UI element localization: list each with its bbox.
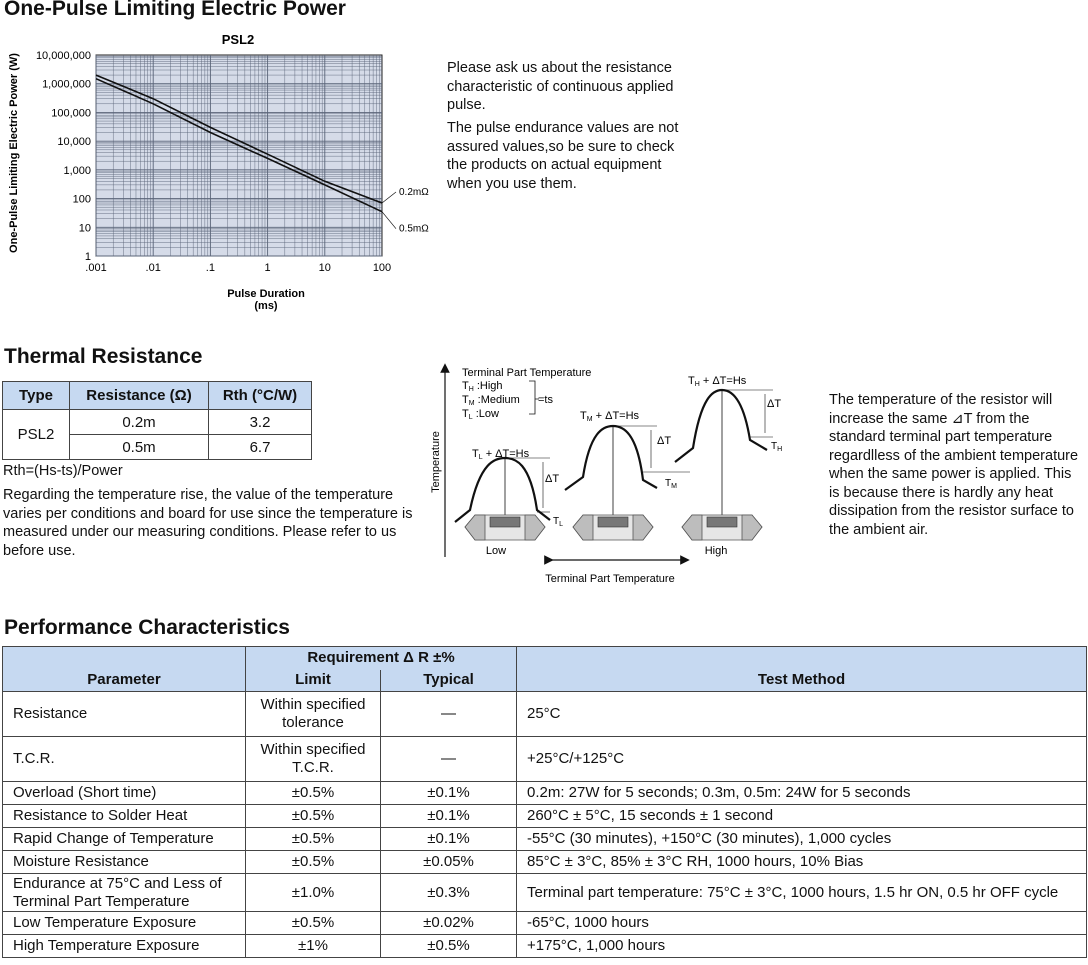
th-label: $T_H$ [771, 441, 783, 453]
performance-table [2, 646, 1087, 958]
typical-cell: ±0.1% [381, 828, 517, 851]
thermal-resistance-table [2, 381, 312, 460]
table-row [3, 935, 1087, 958]
typical-cell: ±0.1% [381, 782, 517, 805]
x-tick-labels [85, 262, 391, 274]
method-cell: +175°C, 1,000 hours [517, 935, 1087, 958]
section-title-thermal: Thermal Resistance [4, 345, 203, 368]
legend-ts: =ts [538, 394, 553, 406]
method-cell: +25°C/+125°C [517, 737, 1087, 782]
method-cell: Terminal part temperature: 75°C ± 3°C, 1000 hours, 1.5 hr ON, 0.5 hr OFF cycle [517, 874, 1087, 912]
label-high: High [704, 545, 728, 557]
typical-cell: ±0.5% [381, 935, 517, 958]
diagram-legend-title: Terminal Part Temperature [462, 367, 592, 379]
table-row [3, 805, 1087, 828]
tm-label: $T_M$ [665, 478, 677, 490]
x-axis-label-line1: Pulse Duration [227, 288, 305, 300]
chart-title: PSL2 [221, 32, 255, 47]
series-label: 0.2mΩ [399, 187, 429, 199]
limit-cell: ±0.5% [246, 805, 381, 828]
table-row [3, 851, 1087, 874]
th-requirement: Requirement Δ R ±% [246, 647, 517, 670]
cell-resistance: 0.2m [70, 410, 209, 435]
param-cell: High Temperature Exposure [3, 935, 246, 958]
pulse-note-1: Please ask us about the resistance characteristic of continuous applied pulse. [447, 60, 674, 113]
peak-medium-label: TM + ΔT=Hs [580, 410, 640, 423]
x-tick-label: .1 [205, 262, 215, 274]
typical-cell: ±0.05% [381, 851, 517, 874]
temperature-diagram [425, 362, 825, 592]
y-tick-label: 10,000 [57, 136, 91, 149]
x-tick-label: 1 [264, 262, 271, 274]
diagram-y-label: Temperature [430, 431, 442, 493]
diagram-x-label: Terminal Part Temperature [545, 573, 675, 585]
limit-cell: ±0.5% [246, 851, 381, 874]
method-cell: 85°C ± 3°C, 85% ± 3°C RH, 1000 hours, 10% Bias [517, 851, 1087, 874]
peak-high-label: TH + ΔT=Hs [688, 375, 747, 388]
th-resistance: Resistance (Ω) [70, 382, 209, 410]
th-typical: Typical [381, 670, 517, 692]
x-axis-label-line2: (ms) [254, 300, 278, 312]
param-cell: Rapid Change of Temperature [3, 828, 246, 851]
performance-table-body [3, 692, 1087, 958]
y-tick-label: 10,000,000 [35, 50, 91, 62]
table-row [3, 692, 1087, 737]
series-label: 0.5mΩ [399, 223, 429, 235]
typical-cell: — [381, 692, 517, 737]
x-tick-label: 100 [372, 262, 392, 274]
tl-label: $T_L$ [553, 516, 564, 528]
y-tick-labels [36, 50, 91, 263]
section-title-pulse-power: One-Pulse Limiting Electric Power [4, 0, 346, 20]
cell-resistance: 0.5m [70, 435, 209, 460]
limit-cell: ±1.0% [246, 874, 381, 912]
thermal-note: Regarding the temperature rise, the value of the temperature varies per conditions and board for use since the temperature is measured under our measuring conditions. Please refer to us before use. [3, 487, 413, 559]
param-cell: Resistance to Solder Heat [3, 805, 246, 828]
y-tick-label: 1,000 [63, 164, 91, 177]
th-rth: Rth (°C/W) [209, 382, 312, 410]
y-tick-label: 100,000 [51, 107, 91, 120]
legend-tm: TM :Medium [462, 394, 520, 407]
typical-cell: ±0.1% [381, 805, 517, 828]
cell-rth: 3.2 [209, 410, 312, 435]
limit-cell: ±0.5% [246, 782, 381, 805]
y-tick-label: 1,000,000 [42, 78, 91, 91]
limit-cell: Within specified T.C.R. [246, 737, 381, 782]
th-parameter: Parameter [3, 647, 246, 692]
param-cell: Resistance [3, 692, 246, 737]
method-cell: 25°C [517, 692, 1087, 737]
y-axis-label: One-Pulse Limiting Electric Power (W) [8, 53, 20, 253]
temperature-side-note: The temperature of the resistor will increase the same ⊿T from the standard terminal part temperature regardlless of the ambient temperature when the same power is applied. This is because there is hardly any heat dissipation from the resistor surface to the ambient air. [829, 392, 1079, 538]
limit-cell: ±1% [246, 935, 381, 958]
param-cell: Overload (Short time) [3, 782, 246, 805]
table-row [3, 874, 1087, 912]
typical-cell: ±0.3% [381, 874, 517, 912]
series-leader-line [382, 192, 396, 203]
delta-t-low: ΔT [545, 473, 560, 485]
legend-th: TH :High [462, 380, 503, 393]
series-leader-line [382, 212, 396, 229]
param-cell: Moisture Resistance [3, 851, 246, 874]
method-cell: 0.2m: 27W for 5 seconds; 0.3m, 0.5m: 24W for 5 seconds [517, 782, 1087, 805]
label-low: Low [485, 545, 507, 557]
method-cell: 260°C ± 5°C, 15 seconds ± 1 second [517, 805, 1087, 828]
table-row [3, 912, 1087, 935]
cell-rth: 6.7 [209, 435, 312, 460]
th-type: Type [3, 382, 70, 410]
x-tick-label: .01 [145, 262, 161, 274]
pulse-note-2: The pulse endurance values are not assured values,so be sure to check the products on actual equipment when you use them. [447, 120, 679, 192]
th-test-method: Test Method [517, 647, 1087, 692]
limit-cell: ±0.5% [246, 828, 381, 851]
chip-low [465, 515, 545, 540]
table-row [3, 782, 1087, 805]
x-tick-label: .001 [85, 262, 107, 274]
param-cell: Low Temperature Exposure [3, 912, 246, 935]
method-cell: -65°C, 1000 hours [517, 912, 1087, 935]
typical-cell: — [381, 737, 517, 782]
y-tick-label: 1 [84, 251, 91, 263]
limit-cell: Within specified tolerance [246, 692, 381, 737]
legend-tl: TL :Low [462, 408, 499, 421]
curve-medium [565, 426, 657, 490]
limit-cell: ±0.5% [246, 912, 381, 935]
param-cell: Endurance at 75°C and Less of Terminal Part Temperature [3, 874, 246, 912]
table-row [3, 828, 1087, 851]
delta-t-high: ΔT [767, 398, 782, 410]
typical-cell: ±0.02% [381, 912, 517, 935]
table-row [3, 737, 1087, 782]
pulse-power-chart [0, 28, 440, 318]
y-tick-label: 10 [78, 222, 91, 235]
delta-t-medium: ΔT [657, 435, 672, 447]
x-tick-label: 10 [318, 262, 331, 274]
chip-high [682, 515, 762, 540]
section-title-performance: Performance Characteristics [4, 616, 290, 639]
cell-type: PSL2 [3, 410, 70, 460]
method-cell: -55°C (30 minutes), +150°C (30 minutes), 1,000 cycles [517, 828, 1087, 851]
param-cell: T.C.R. [3, 737, 246, 782]
th-limit: Limit [246, 670, 381, 692]
rth-formula: Rth=(Hs-ts)/Power [3, 463, 123, 479]
peak-low-label: TL + ΔT=Hs [472, 448, 530, 461]
curve-low [455, 458, 550, 522]
y-tick-label: 100 [72, 193, 91, 206]
curve-high [675, 390, 767, 462]
chip-medium [573, 515, 653, 540]
